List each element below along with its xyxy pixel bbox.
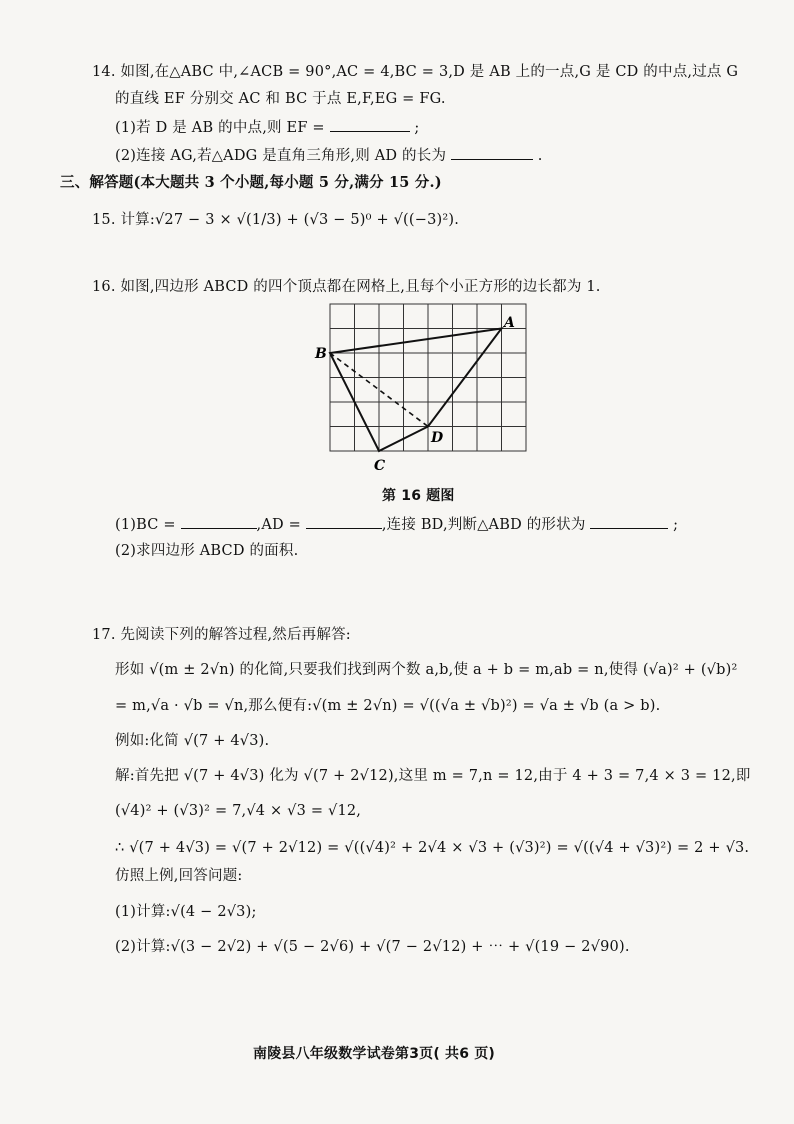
q14-line1: 14. 如图,在△ABC 中,∠ACB = 90°,AC = 4,BC = 3,D 是 AB 上的一点,G 是 CD 的中点,过点 G bbox=[92, 64, 739, 80]
q17-solution-3: ∴ √(7 + 4√3) = √(7 + 2√12) = √((√4)² + 2√4 × √3 + (√3)²) = √((√4 + √3)²) = 2 + √3. bbox=[115, 840, 750, 856]
q17-solution-2: (√4)² + (√3)² = 7,√4 × √3 = √12, bbox=[115, 803, 362, 819]
q16-part1-ad: ,AD = bbox=[256, 517, 301, 533]
label-c: C bbox=[374, 458, 386, 474]
label-a: A bbox=[504, 315, 515, 331]
q16-part2: (2)求四边形 ABCD 的面积. bbox=[115, 543, 299, 559]
q17-solution-1: 解:首先把 √(7 + 4√3) 化为 √(7 + 2√12),这里 m = 7,n = 12,由于 4 + 3 = 7,4 × 3 = 12,即 bbox=[115, 768, 751, 784]
q17-part1: (1)计算:√(4 − 2√3); bbox=[115, 904, 257, 920]
grid-lines bbox=[330, 304, 526, 451]
label-b: B bbox=[315, 346, 327, 362]
q16-shape-blank[interactable] bbox=[590, 514, 668, 529]
q17-line2: = m,√a · √b = √n,那么便有:√(m ± 2√n) = √((√a ± √b)²) = √a ± √b (a > b). bbox=[115, 698, 661, 714]
q16-ad-blank[interactable] bbox=[306, 514, 382, 529]
q17-example: 例如:化简 √(7 + 4√3). bbox=[115, 733, 270, 749]
q16-part1-bc: (1)BC = bbox=[115, 517, 176, 533]
q14-part2 bbox=[115, 145, 543, 166]
q17-line1: 形如 √(m ± 2√n) 的化简,只要我们找到两个数 a,b,使 a + b = m,ab = n,使得 (√a)² + (√b)² bbox=[115, 662, 738, 678]
q14-part1-blank[interactable] bbox=[330, 117, 410, 132]
q14-part2-blank[interactable] bbox=[451, 145, 533, 160]
q17-mimic: 仿照上例,回答问题: bbox=[115, 868, 243, 884]
section3-heading: 三、解答题(本大题共 3 个小题,每小题 5 分,满分 15 分.) bbox=[60, 174, 442, 191]
q16-caption: 第 16 题图 bbox=[382, 488, 455, 504]
q14-line2: 的直线 EF 分别交 AC 和 BC 于点 E,F,EG = FG. bbox=[115, 91, 446, 107]
q17-part2: (2)计算:√(3 − 2√2) + √(5 − 2√6) + √(7 − 2√12) + ⋯ + √(19 − 2√90). bbox=[115, 939, 630, 955]
q14-part2-end: . bbox=[537, 148, 543, 164]
q16-grid-figure bbox=[305, 298, 535, 478]
q14-part1-end: ; bbox=[414, 120, 420, 136]
q14-part1 bbox=[115, 117, 419, 138]
label-d: D bbox=[431, 430, 444, 446]
q16-intro: 16. 如图,四边形 ABCD 的四个顶点都在网格上,且每个小正方形的边长都为 1. bbox=[92, 279, 601, 295]
q16-bc-blank[interactable] bbox=[181, 514, 257, 529]
page-footer: 南陵县八年级数学试卷第3页( 共6 页) bbox=[253, 1046, 496, 1062]
q14-part2-text: (2)连接 AG,若△ADG 是直角三角形,则 AD 的长为 bbox=[115, 148, 447, 164]
q16-part1-end: ; bbox=[673, 517, 679, 533]
quadrilateral-abcd bbox=[330, 329, 502, 452]
q16-part1-shape: ,连接 BD,判断△ABD 的形状为 bbox=[381, 517, 586, 533]
q16-part1 bbox=[115, 514, 678, 535]
q17-intro: 17. 先阅读下列的解答过程,然后再解答: bbox=[92, 627, 351, 643]
q15-text: 15. 计算:√27 − 3 × √(1/3) + (√3 − 5)⁰ + √((−3)²). bbox=[92, 212, 460, 228]
q14-part1-text: (1)若 D 是 AB 的中点,则 EF = bbox=[115, 120, 325, 136]
